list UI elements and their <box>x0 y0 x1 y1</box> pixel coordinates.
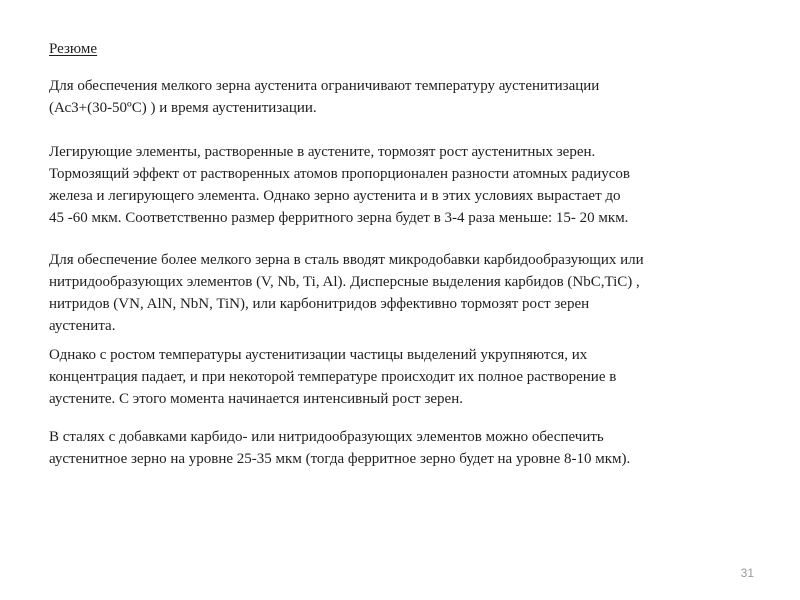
text-line: 45 -60 мкм. Соответственно размер ферритного зерна будет в 3-4 раза меньше: 15- 20 мкм. <box>49 210 629 226</box>
text-line: концентрация падает, и при некоторой температуре происходит их полное растворение в <box>49 369 617 385</box>
paragraph-microadditions <box>49 249 764 337</box>
text-line: (Ас3+(30-50ºС) ) и время аустенитизации. <box>49 100 317 116</box>
text-line: аустените. С этого момента начинается интенсивный рост зерен. <box>49 391 463 407</box>
text-line: Тормозящий эффект от растворенных атомов пропорционален разности атомных радиусов <box>49 166 630 182</box>
paragraph-temperature-growth <box>49 344 764 410</box>
text-line: железа и легирующего элемента. Однако зерно аустенита и в этих условиях вырастает до <box>49 188 621 204</box>
text-line: аустенита. <box>49 318 116 334</box>
text-line: аустенитное зерно на уровне 25-35 мкм (тогда ферритное зерно будет на уровне 8-10 мкм). <box>49 451 631 467</box>
slide-title: Резюме <box>49 41 98 57</box>
text-line: Для обеспечение более мелкого зерна в сталь вводят микродобавки карбидообразующих или <box>49 252 644 268</box>
paragraph-austenitization <box>49 75 764 119</box>
text-line: нитридов (VN, AlN, NbN, TiN), или карбонитридов эффективно тормозят рост зерен <box>49 296 590 312</box>
text-line: Легирующие элементы, растворенные в аустените, тормозят рост аустенитных зерен. <box>49 144 596 160</box>
text-line: нитридообразующих элементов (V, Nb, Ti, Al). Дисперсные выделения карбидов (NbC,TiC) , <box>49 274 640 290</box>
paragraph-grain-size-result <box>49 426 764 470</box>
page-number: 31 <box>740 566 754 580</box>
paragraph-alloying-elements <box>49 141 764 229</box>
text-line: Однако с ростом температуры аустенитизации частицы выделений укрупняются, их <box>49 347 588 363</box>
text-line: В сталях с добавками карбидо- или нитридообразующих элементов можно обеспечить <box>49 429 604 445</box>
text-line: Для обеспечения мелкого зерна аустенита ограничивают температуру аустенитизации <box>49 78 600 94</box>
